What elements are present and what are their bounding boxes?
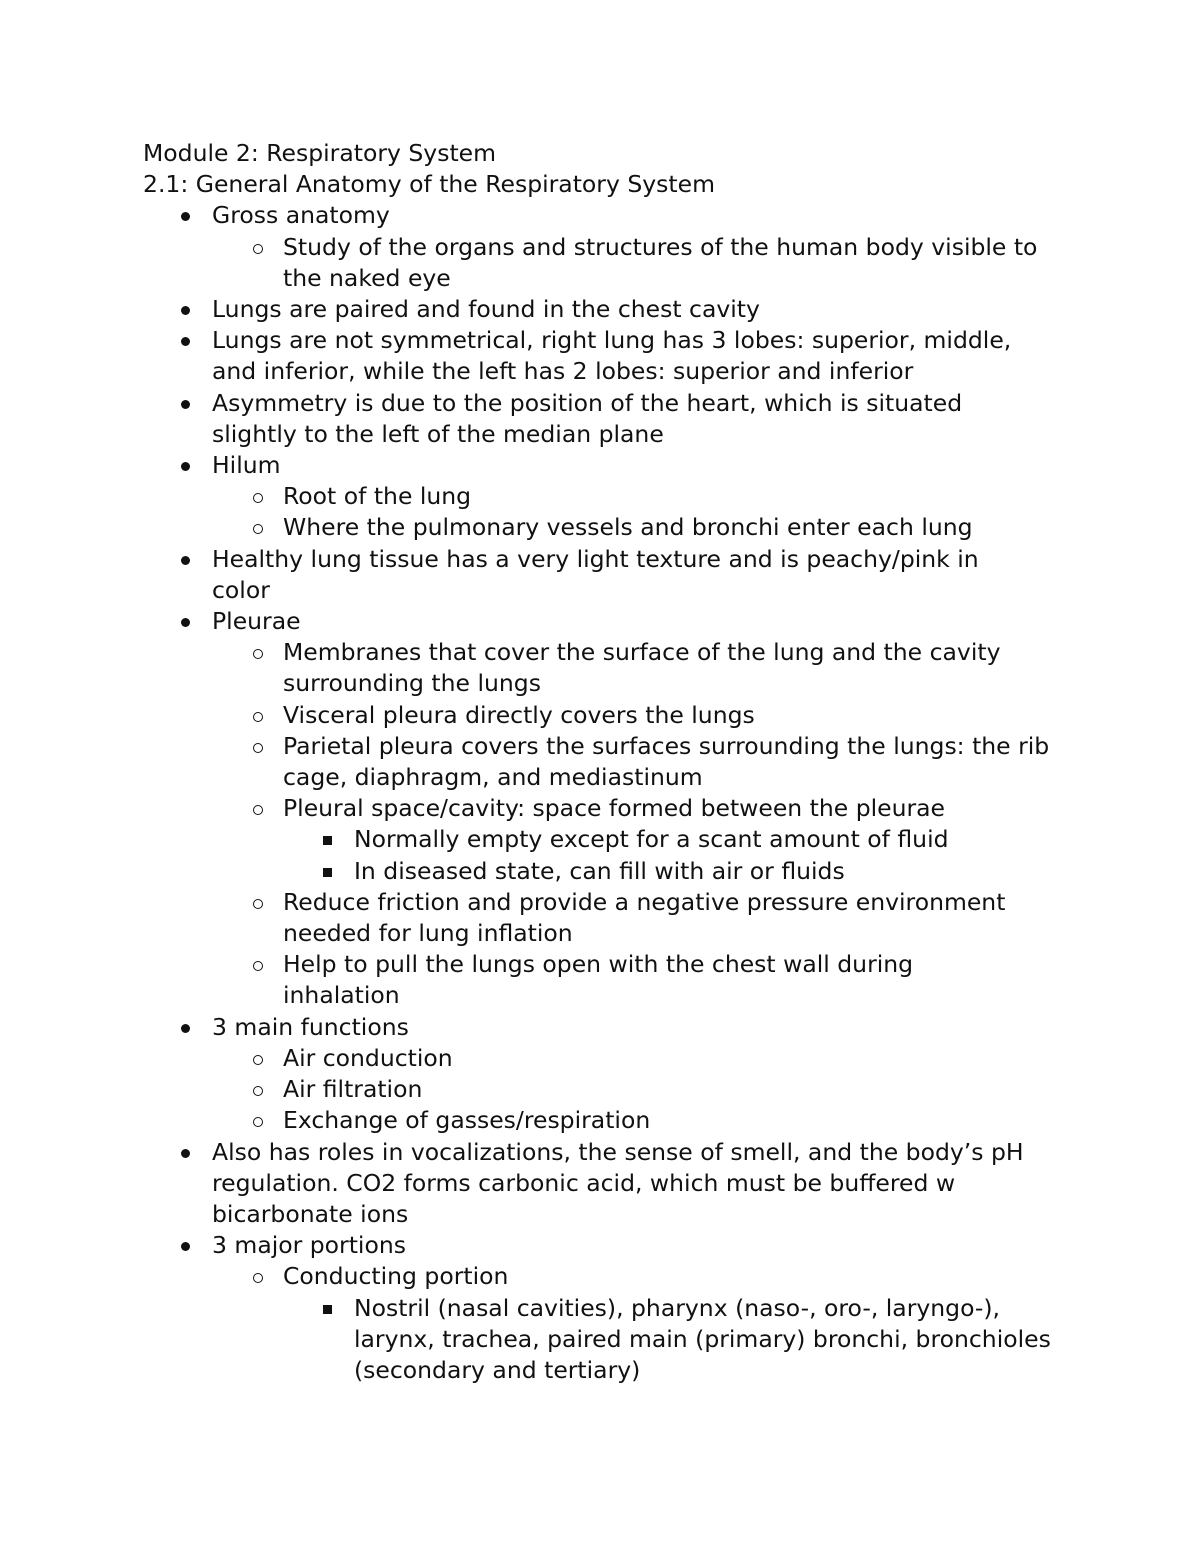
filled-circle-bullet-icon [181,306,190,315]
bullet-list [143,200,1073,1386]
list-item: Normally empty except for a scant amount of fluid [143,824,1074,855]
document-title: Module 2: Respiratory System [143,139,497,167]
hollow-circle-bullet-icon [253,244,263,254]
list-item: Air filtration [143,1074,1063,1105]
list-item: Gross anatomy [143,200,1072,231]
filled-circle-bullet-icon [181,1024,190,1033]
list-item: In diseased state, can fill with air or fluids [143,856,1074,887]
hollow-circle-bullet-icon [253,712,263,722]
list-item: Air conduction [143,1043,1063,1074]
filled-circle-bullet-icon [181,1149,190,1158]
hollow-circle-bullet-icon [253,649,263,659]
list-item: Hilum [143,450,1072,481]
list-item: Membranes that cover the surface of the lung and the cavity surrounding the lungs [143,637,1043,699]
list-item: Parietal pleura covers the surfaces surrounding the lungs: the rib cage, diaphragm, and mediastinum [143,731,1053,793]
hollow-circle-bullet-icon [253,493,263,503]
section-heading: 2.1: General Anatomy of the Respiratory System [143,170,715,199]
hollow-circle-bullet-icon [253,1117,263,1127]
list-item: Help to pull the lungs open with the chest wall during inhalation [143,949,983,1011]
list-item: Healthy lung tissue has a very light texture and is peachy/pink in color [143,544,1042,606]
hollow-circle-bullet-icon [253,1055,263,1065]
filled-circle-bullet-icon [181,212,190,221]
filled-circle-bullet-icon [181,1242,190,1251]
filled-circle-bullet-icon [181,337,190,346]
list-item: Root of the lung [143,481,1063,512]
list-item: Reduce friction and provide a negative pressure environment needed for lung inflation [143,887,1043,949]
list-item: Visceral pleura directly covers the lungs [143,700,1063,731]
list-item: Lungs are not symmetrical, right lung has 3 lobes: superior, middle, and inferior, while the left has 2 lobes: superior and inferior [143,325,1042,387]
list-item: 3 major portions [143,1230,1072,1261]
filled-square-bullet-icon [323,868,332,877]
list-item: Exchange of gasses/respiration [143,1105,1063,1136]
hollow-circle-bullet-icon [253,961,263,971]
filled-circle-bullet-icon [181,618,190,627]
hollow-circle-bullet-icon [253,1086,263,1096]
list-item: Conducting portion [143,1261,1063,1292]
list-item: Nostril (nasal cavities), pharynx (naso-, oro-, laryngo-), larynx, trachea, paired main (primary) bronchi, bronchioles (secondary and tertiary) [143,1293,1054,1387]
list-item: Also has roles in vocalizations, the sense of smell, and the body’s pH regulation. CO2 forms carbonic acid, which must be buffered w bicarbonate ions [143,1137,1072,1231]
filled-circle-bullet-icon [181,556,190,565]
list-item: Where the pulmonary vessels and bronchi enter each lung [143,512,1063,543]
list-item: Pleurae [143,606,1072,637]
hollow-circle-bullet-icon [253,1273,263,1283]
list-item: Asymmetry is due to the position of the heart, which is situated slightly to the left of the median plane [143,388,1022,450]
document-page [143,138,1073,1386]
filled-circle-bullet-icon [181,462,190,471]
list-item: Study of the organs and structures of the human body visible to the naked eye [143,232,1053,294]
filled-square-bullet-icon [323,836,332,845]
hollow-circle-bullet-icon [253,524,263,534]
hollow-circle-bullet-icon [253,743,263,753]
list-item: Lungs are paired and found in the chest cavity [143,294,1072,325]
hollow-circle-bullet-icon [253,805,263,815]
filled-square-bullet-icon [323,1305,332,1314]
list-item: 3 main functions [143,1012,1072,1043]
hollow-circle-bullet-icon [253,899,263,909]
filled-circle-bullet-icon [181,400,190,409]
list-item: Pleural space/cavity: space formed between the pleurae [143,793,1063,824]
